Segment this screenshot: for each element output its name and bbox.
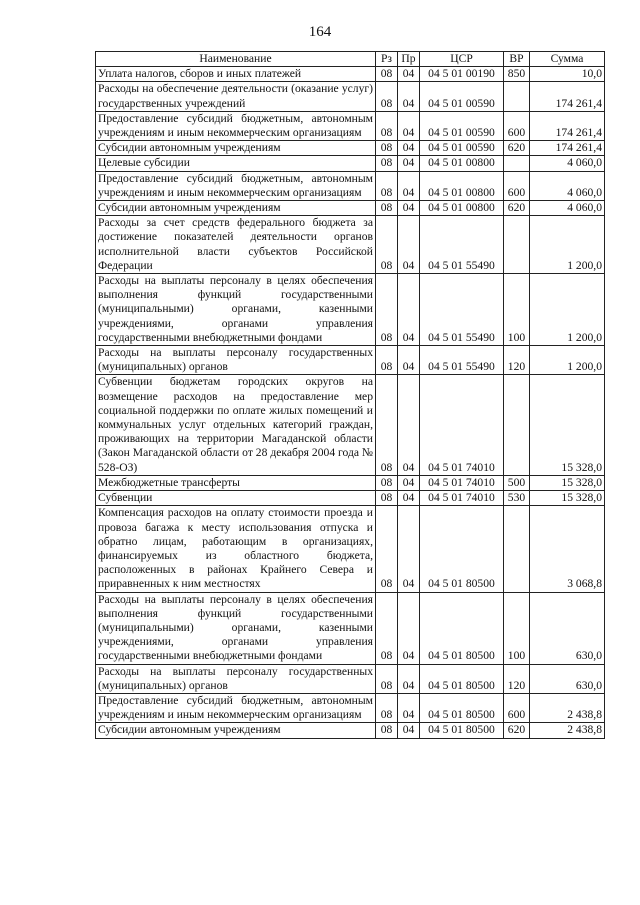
cell-csr: 04 5 01 80500	[420, 506, 504, 592]
cell-sum: 174 261,4	[530, 141, 605, 156]
cell-rz: 08	[376, 346, 398, 375]
cell-csr: 04 5 01 74010	[420, 475, 504, 490]
cell-name: Расходы на выплаты персоналу в целях обеспечения выполнения функций государственными (муниципальными) органами, казенными учреждениями, органами управления государственными внебюджетными фондами	[96, 592, 376, 664]
cell-vr: 120	[504, 346, 530, 375]
cell-pr: 04	[398, 201, 420, 216]
cell-csr: 04 5 01 55490	[420, 346, 504, 375]
cell-sum: 3 068,8	[530, 506, 605, 592]
cell-vr: 100	[504, 592, 530, 664]
cell-csr: 04 5 01 00590	[420, 111, 504, 140]
cell-vr	[504, 506, 530, 592]
cell-vr	[504, 375, 530, 475]
cell-csr: 04 5 01 00800	[420, 201, 504, 216]
cell-sum: 1 200,0	[530, 346, 605, 375]
cell-csr: 04 5 01 80500	[420, 592, 504, 664]
cell-csr: 04 5 01 74010	[420, 491, 504, 506]
cell-sum: 15 328,0	[530, 375, 605, 475]
table-row	[96, 375, 605, 475]
cell-name: Расходы на обеспечение деятельности (оказание услуг) государственных учреждений	[96, 82, 376, 111]
cell-rz: 08	[376, 201, 398, 216]
cell-pr: 04	[398, 141, 420, 156]
cell-sum: 174 261,4	[530, 82, 605, 111]
cell-name: Уплата налогов, сборов и иных платежей	[96, 67, 376, 82]
cell-sum: 2 438,8	[530, 723, 605, 738]
cell-rz: 08	[376, 216, 398, 274]
cell-rz: 08	[376, 111, 398, 140]
cell-pr: 04	[398, 475, 420, 490]
cell-pr: 04	[398, 664, 420, 693]
cell-rz: 08	[376, 274, 398, 346]
page-number: 164	[308, 24, 332, 40]
cell-name: Субвенции	[96, 491, 376, 506]
cell-pr: 04	[398, 82, 420, 111]
cell-rz: 08	[376, 82, 398, 111]
cell-csr: 04 5 01 00590	[420, 82, 504, 111]
table-row	[96, 491, 605, 506]
header-sum: Сумма	[530, 52, 605, 67]
table-row	[96, 723, 605, 738]
budget-table	[95, 51, 605, 739]
cell-pr: 04	[398, 375, 420, 475]
cell-csr: 04 5 01 00590	[420, 141, 504, 156]
cell-name: Предоставление субсидий бюджетным, автономным учреждениям и иным некоммерческим организациям	[96, 171, 376, 200]
table-row	[96, 141, 605, 156]
cell-rz: 08	[376, 664, 398, 693]
cell-rz: 08	[376, 592, 398, 664]
cell-vr	[504, 82, 530, 111]
table-row	[96, 156, 605, 171]
table-row	[96, 693, 605, 722]
cell-csr: 04 5 01 74010	[420, 375, 504, 475]
cell-name: Целевые субсидии	[96, 156, 376, 171]
table-body	[96, 67, 605, 738]
cell-pr: 04	[398, 506, 420, 592]
cell-rz: 08	[376, 491, 398, 506]
table-header-row	[96, 52, 605, 67]
cell-vr: 620	[504, 141, 530, 156]
table-row	[96, 475, 605, 490]
cell-name: Расходы на выплаты персоналу государственных (муниципальных) органов	[96, 664, 376, 693]
table-row	[96, 506, 605, 592]
cell-rz: 08	[376, 693, 398, 722]
cell-pr: 04	[398, 693, 420, 722]
cell-vr: 500	[504, 475, 530, 490]
table-row	[96, 201, 605, 216]
cell-csr: 04 5 01 00800	[420, 171, 504, 200]
cell-sum: 174 261,4	[530, 111, 605, 140]
cell-csr: 04 5 01 80500	[420, 693, 504, 722]
cell-sum: 4 060,0	[530, 201, 605, 216]
table-row	[96, 664, 605, 693]
cell-pr: 04	[398, 111, 420, 140]
cell-rz: 08	[376, 141, 398, 156]
cell-csr: 04 5 01 55490	[420, 274, 504, 346]
cell-name: Межбюджетные трансферты	[96, 475, 376, 490]
cell-name: Расходы на выплаты персоналу в целях обеспечения выполнения функций государственными (муниципальными) органами, казенными учреждениями, органами управления государственными внебюджетными фондами	[96, 274, 376, 346]
cell-sum: 1 200,0	[530, 274, 605, 346]
cell-rz: 08	[376, 171, 398, 200]
cell-csr: 04 5 01 00800	[420, 156, 504, 171]
header-pr: Пр	[398, 52, 420, 67]
cell-sum: 4 060,0	[530, 156, 605, 171]
cell-csr: 04 5 01 80500	[420, 723, 504, 738]
cell-vr: 600	[504, 171, 530, 200]
table-row	[96, 346, 605, 375]
cell-vr	[504, 216, 530, 274]
cell-vr: 850	[504, 67, 530, 82]
cell-pr: 04	[398, 216, 420, 274]
table-row	[96, 216, 605, 274]
cell-rz: 08	[376, 375, 398, 475]
cell-csr: 04 5 01 55490	[420, 216, 504, 274]
cell-sum: 4 060,0	[530, 171, 605, 200]
cell-pr: 04	[398, 171, 420, 200]
cell-sum: 15 328,0	[530, 475, 605, 490]
cell-pr: 04	[398, 592, 420, 664]
cell-pr: 04	[398, 491, 420, 506]
cell-vr	[504, 156, 530, 171]
cell-name: Субсидии автономным учреждениям	[96, 141, 376, 156]
table-row	[96, 274, 605, 346]
cell-pr: 04	[398, 274, 420, 346]
cell-rz: 08	[376, 475, 398, 490]
header-csr: ЦСР	[420, 52, 504, 67]
cell-rz: 08	[376, 67, 398, 82]
cell-name: Субсидии автономным учреждениям	[96, 723, 376, 738]
cell-rz: 08	[376, 506, 398, 592]
table-row	[96, 592, 605, 664]
cell-name: Расходы на выплаты персоналу государственных (муниципальных) органов	[96, 346, 376, 375]
cell-name: Компенсация расходов на оплату стоимости проезда и провоза багажа к месту использования отпуска и обратно лицам, работающим в организациях, финансируемых из областного бюджета, расположенных в районах Крайнего Севера и приравненных к ним местностях	[96, 506, 376, 592]
cell-vr: 620	[504, 723, 530, 738]
header-rz: Рз	[376, 52, 398, 67]
cell-name: Субвенции бюджетам городских округов на возмещение расходов на предоставление мер социальной поддержки по оплате жилых помещений и коммунальных услуг отдельных категорий граждан, проживающих на территории Магаданской области (Закон Магаданской области от 28 декабря 2004 года № 528-ОЗ)	[96, 375, 376, 475]
cell-name: Предоставление субсидий бюджетным, автономным учреждениям и иным некоммерческим организациям	[96, 111, 376, 140]
cell-vr: 100	[504, 274, 530, 346]
cell-pr: 04	[398, 156, 420, 171]
cell-rz: 08	[376, 723, 398, 738]
table-row	[96, 171, 605, 200]
cell-vr: 600	[504, 111, 530, 140]
table-row	[96, 111, 605, 140]
cell-name: Предоставление субсидий бюджетным, автономным учреждениям и иным некоммерческим организациям	[96, 693, 376, 722]
header-vr: ВР	[504, 52, 530, 67]
cell-sum: 10,0	[530, 67, 605, 82]
cell-rz: 08	[376, 156, 398, 171]
table-row	[96, 67, 605, 82]
cell-name: Расходы за счет средств федерального бюджета за достижение показателей деятельности органов исполнительной власти субъектов Российской Федерации	[96, 216, 376, 274]
cell-sum: 630,0	[530, 592, 605, 664]
header-name: Наименование	[96, 52, 376, 67]
table-row	[96, 82, 605, 111]
cell-csr: 04 5 01 00190	[420, 67, 504, 82]
cell-sum: 630,0	[530, 664, 605, 693]
cell-sum: 15 328,0	[530, 491, 605, 506]
cell-vr: 120	[504, 664, 530, 693]
cell-vr: 600	[504, 693, 530, 722]
cell-pr: 04	[398, 346, 420, 375]
cell-sum: 2 438,8	[530, 693, 605, 722]
cell-pr: 04	[398, 723, 420, 738]
cell-sum: 1 200,0	[530, 216, 605, 274]
cell-name: Субсидии автономным учреждениям	[96, 201, 376, 216]
cell-pr: 04	[398, 67, 420, 82]
cell-vr: 620	[504, 201, 530, 216]
cell-csr: 04 5 01 80500	[420, 664, 504, 693]
cell-vr: 530	[504, 491, 530, 506]
